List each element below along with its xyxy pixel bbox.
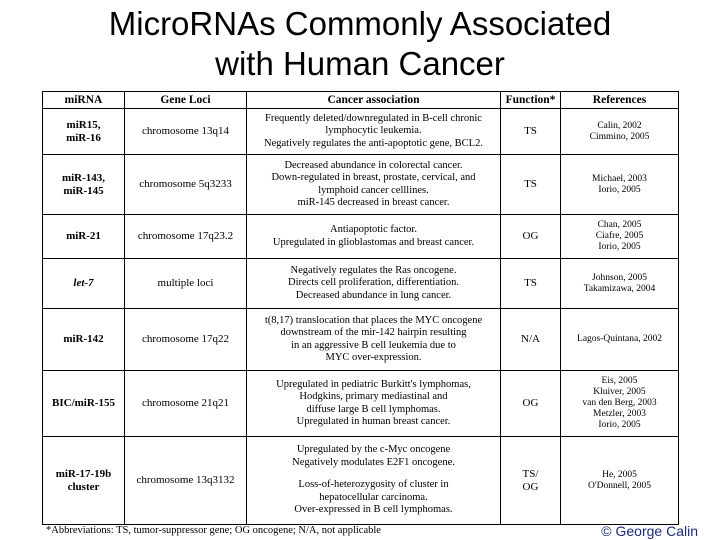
cell-references — [561, 371, 679, 437]
cell-references — [561, 109, 679, 155]
cell-references-line: Takamizawa, 2004 — [583, 283, 656, 294]
abbreviations-footnote: *Abbreviations: TS, tumor-suppressor gene; OG oncogene; N/A, not applicable — [46, 525, 381, 536]
cell-mirna-line: miR-16 — [66, 131, 101, 144]
table-row — [43, 155, 679, 215]
slide-title — [0, 4, 720, 84]
cell-cancer-association-line — [250, 469, 497, 479]
cell-references-line: Iorio, 2005 — [598, 184, 641, 195]
cell-function-line: TS — [524, 125, 537, 138]
cell-function — [501, 109, 561, 155]
table-body — [43, 109, 679, 525]
cell-mirna-line: miR-145 — [63, 184, 104, 197]
cell-function-line: TS — [524, 277, 537, 290]
cell-cancer-association-line: Over-expressed in B cell lymphomas. — [294, 504, 453, 516]
cell-function — [501, 215, 561, 259]
cell-cancer-association — [247, 259, 501, 309]
cell-gene-loci: chromosome 5q3233 — [125, 155, 247, 215]
cell-cancer-association — [247, 371, 501, 437]
cell-references-line: van den Berg, 2003 — [582, 398, 657, 408]
cell-mirna — [43, 309, 125, 371]
cell-references-line: Johnson, 2005 — [592, 272, 647, 283]
copyright-credit: © George Calin — [601, 523, 698, 539]
cell-references-line: Iorio, 2005 — [598, 242, 641, 252]
cell-mirna-line: miR-143, — [61, 172, 106, 184]
cell-gene-loci: chromosome 17q23.2 — [125, 215, 247, 259]
cell-cancer-association — [247, 109, 501, 155]
cell-cancer-association — [247, 437, 501, 525]
cell-mirna-line: miR-21 — [66, 230, 101, 243]
cell-gene-loci: chromosome 17q22 — [125, 309, 247, 371]
cell-cancer-association-line: Upregulated in glioblastomas and breast cancer. — [272, 236, 475, 248]
table-row — [43, 109, 679, 155]
cell-function-line: OG — [522, 230, 539, 243]
cell-mirna — [43, 371, 125, 437]
cell-references — [561, 215, 679, 259]
cell-cancer-association-line: MYC over-expression. — [325, 352, 422, 363]
cell-function — [501, 155, 561, 215]
header-references: References — [561, 92, 679, 109]
cell-cancer-association-line: Negatively regulates the Ras oncogene. — [290, 264, 457, 276]
cell-gene-loci: chromosome 13q14 — [125, 109, 247, 155]
cell-cancer-association-line: Decreased abundance in lung cancer. — [295, 289, 452, 301]
cell-cancer-association-line: Negatively modulates E2F1 oncogene. — [292, 456, 455, 468]
cell-mirna — [43, 259, 125, 309]
cell-cancer-association — [247, 215, 501, 259]
cell-references-line: Kluiver, 2005 — [593, 387, 646, 397]
cell-cancer-association-line: Upregulated in human breast cancer. — [296, 416, 451, 427]
cell-cancer-association-line: lymphocytic leukemia. — [325, 125, 422, 137]
cell-references-line: Ciafre, 2005 — [595, 231, 644, 241]
table-row — [43, 215, 679, 259]
cell-mirna-line: miR15, — [66, 119, 101, 131]
cell-cancer-association-line: Frequently deleted/downregulated in B-cell chronic — [265, 112, 482, 124]
cell-cancer-association-line: Upregulated by the c-Myc oncogene — [296, 444, 451, 456]
cell-cancer-association-line: diffuse large B cell lymphomas. — [306, 403, 441, 415]
cell-cancer-association — [247, 155, 501, 215]
cell-mirna-line: miR-142 — [63, 333, 104, 346]
cell-cancer-association-line: t(8,17) translocation that places the MYC oncogene — [264, 314, 483, 326]
header-function: Function* — [501, 92, 561, 109]
cell-function — [501, 437, 561, 525]
cell-cancer-association-line: Upregulated in pediatric Burkitt's lymphomas, — [276, 378, 471, 390]
cell-gene-loci: chromosome 21q21 — [125, 371, 247, 437]
cell-references-line: O'Donnell, 2005 — [588, 480, 651, 491]
cell-mirna — [43, 215, 125, 259]
cell-references — [561, 155, 679, 215]
cell-cancer-association-line: Negatively regulates the anti-apoptotic gene, BCL2. — [264, 137, 483, 149]
cell-cancer-association-line: hepatocellular carcinoma. — [319, 491, 428, 503]
slide-title-line-1: MicroRNAs Commonly Associated — [108, 5, 612, 42]
cell-cancer-association-line: Hodgkins, primary mediastinal and — [299, 391, 448, 402]
table-row — [43, 371, 679, 437]
cell-cancer-association-line: downstream of the mir-142 hairpin resulting — [280, 327, 467, 338]
cell-mirna-line: let-7 — [73, 277, 94, 290]
cell-references-line: Michael, 2003 — [592, 173, 647, 184]
table-row — [43, 259, 679, 309]
cell-function-line: TS — [524, 178, 537, 191]
table-row — [43, 309, 679, 371]
cell-cancer-association-line: Antiapoptotic factor. — [330, 224, 417, 235]
cell-mirna-line: BIC/miR-155 — [52, 397, 115, 410]
cell-function — [501, 309, 561, 371]
cell-mirna-line: cluster — [67, 480, 100, 493]
mirna-cancer-table — [42, 91, 679, 525]
table-header-row — [43, 92, 679, 109]
cell-cancer-association-line: Down-regulated in breast, prostate, cervical, and — [271, 172, 476, 183]
cell-function — [501, 259, 561, 309]
header-cancer-association: Cancer association — [247, 92, 501, 109]
cell-gene-loci: multiple loci — [125, 259, 247, 309]
cell-references-line: Calin, 2002 — [597, 120, 642, 131]
cell-mirna — [43, 155, 125, 215]
cell-references — [561, 259, 679, 309]
cell-references-line: Iorio, 2005 — [598, 420, 641, 430]
cell-references-line: Metzler, 2003 — [593, 409, 646, 419]
cell-cancer-association — [247, 309, 501, 371]
header-gene-loci: Gene Loci — [125, 92, 247, 109]
cell-function-line: TS/ — [522, 468, 539, 480]
cell-cancer-association-line: Decreased abundance in colorectal cancer. — [284, 159, 463, 171]
cell-function — [501, 371, 561, 437]
cell-references — [561, 437, 679, 525]
slide-title-line-2: with Human Cancer — [215, 45, 505, 82]
cell-cancer-association-line: in an aggressive B cell leukemia due to — [291, 339, 456, 351]
cell-function-line: OG — [522, 480, 539, 493]
table-row — [43, 437, 679, 525]
cell-function-line: OG — [522, 397, 539, 410]
cell-references-line: Chan, 2005 — [597, 220, 642, 230]
cell-cancer-association-line: Directs cell proliferation, differentiation. — [288, 277, 459, 289]
cell-references-line: Cimmino, 2005 — [589, 131, 650, 142]
cell-references-line: Lagos-Quintana, 2002 — [577, 334, 662, 344]
cell-gene-loci: chromosome 13q3132 — [125, 437, 247, 525]
cell-mirna — [43, 109, 125, 155]
cell-mirna-line: miR-17-19b — [55, 468, 112, 480]
cell-cancer-association-line: lymphoid cancer celllines. — [318, 184, 429, 196]
cell-references — [561, 309, 679, 371]
header-mirna: miRNA — [43, 92, 125, 109]
cell-references-line: He, 2005 — [602, 469, 637, 480]
cell-cancer-association-line: miR-145 decreased in breast cancer. — [297, 197, 450, 208]
cell-references-line: Eis, 2005 — [601, 376, 638, 386]
cell-mirna — [43, 437, 125, 525]
cell-cancer-association-line: Loss-of-heterozygosity of cluster in — [298, 479, 449, 491]
cell-function-line: N/A — [521, 333, 540, 346]
